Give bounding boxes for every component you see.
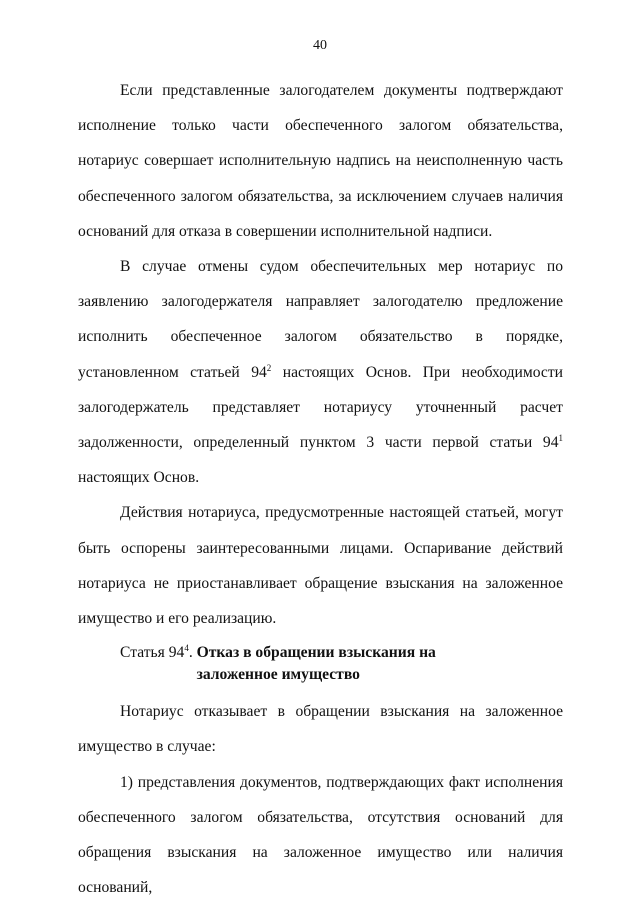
paragraph-text: В случае отмены судом обеспечительных мер нотариус по заявлению залогодержателя направляет залогодателю предложение исполнить обеспеченное залогом обязательство в порядке, установленном статьей 94: [78, 258, 563, 381]
page-number: 40: [313, 38, 327, 53]
paragraph-text: настоящих Основ. При необходимости залогодержатель представляет нотариусу уточненный расчет задолженности, определенный пунктом 3 части первой статьи 94: [78, 363, 563, 452]
article-dot: .: [188, 644, 197, 662]
superscript: 2: [266, 362, 272, 373]
paragraph-text: настоящих Основ.: [78, 469, 200, 487]
superscript: 1: [558, 433, 563, 444]
paragraph-refusal-intro: Нотариус отказывает в обращении взыскания на заложенное имущество в случае:: [78, 703, 563, 756]
paragraph-refusal-item-1: 1) представления документов, подтверждающих факт исполнения обеспеченного залогом обязательства, отсутствия оснований для обращения взыскания на заложенное имущество или наличия оснований,: [78, 773, 563, 897]
paragraph-appeal-of-actions: Действия нотариуса, предусмотренные настоящей статьей, могут быть оспорены заинтересованными лицами. Оспаривание действий нотариуса не приостанавливает обращение взыскания на заложенное имущество и его реализацию.: [78, 504, 563, 628]
article-label: [120, 642, 197, 686]
superscript: 4: [184, 643, 189, 654]
paragraph-partial-execution: Если представленные залогодателем документы подтверждают исполнение только части обеспеченного залогом обязательства, нотариус совершает исполнительную надпись на неисполненную часть обеспеченного залогом обязательства, за исключением случаев наличия оснований для отказа в совершении исполнительной надписи.: [78, 82, 563, 240]
document-body: [78, 73, 563, 905]
article-number: Статья 94: [120, 644, 185, 662]
article-heading: [120, 636, 563, 694]
article-title: Отказ в обращении взыскания на заложенное имущество: [196, 644, 436, 684]
paragraph-cancellation-of-measures: [78, 249, 563, 495]
